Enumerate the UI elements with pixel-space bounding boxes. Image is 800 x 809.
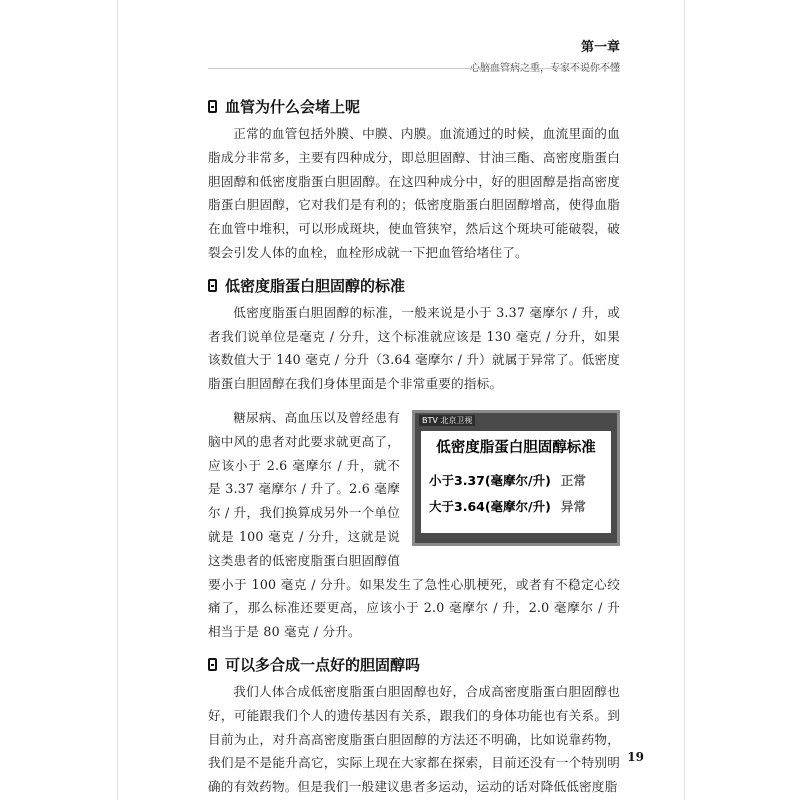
page-content (208, 90, 620, 809)
figure-title: 低密度脂蛋白胆固醇标准 (436, 439, 596, 456)
figure-line-normal (429, 471, 586, 489)
heading-bullet-icon (208, 100, 217, 113)
figure-line-text: 小于3.37(毫摩尔/升) (429, 472, 551, 488)
paragraph: 正常的血管包括外膜、中膜、内膜。血流通过的时候，血流里面的血脂成分非常多，主要有四种成分，即总胆固醇、甘油三酯、高密度脂蛋白胆固醇和低密度脂蛋白胆固醇。在这四种成分中，好的胆固醇是指高密度脂蛋白胆固醇，它对我们是有利的；低密度脂蛋白胆固醇增高，使得血脂在血管中堆积，可以形成斑块，使血管狭窄，然后这个斑块可能破裂，破裂会引发人体的血栓，血栓形成就一下把血管给堵住了。 (208, 126, 620, 260)
book-page (117, 0, 685, 800)
section-heading-text: 低密度脂蛋白胆固醇的标准 (225, 276, 406, 295)
section-heading-text: 血管为什么会堵上呢 (225, 98, 361, 116)
chapter-label: 第一章 (580, 40, 620, 55)
section-blood-vessel-blockage (208, 96, 620, 265)
heading-bullet-icon (208, 658, 217, 671)
paragraph: 我们人体合成低密度脂蛋白胆固醇也好，合成高密度脂蛋白胆固醇也好，可能跟我们个人的遗传基因有关系，跟我们的身体功能也有关系。到目前为止，对升高高密度脂蛋白胆固醇的方法还不明确，比如说靠药物，我们是不是能升高它，实际上现在大家都在探索，目前还没有一个特别明确的有效药物。但是我们一般建议患者多运动，运动的话对降低低密度脂 (208, 683, 620, 795)
section-heading (208, 96, 620, 117)
figure-status-abnormal: 异常 (560, 498, 586, 514)
figure-status-normal: 正常 (560, 472, 586, 488)
paragraph: 糖尿病、高血压以及曾经患有脑中风的患者对此要求就更高了，应该小于 2.6 毫摩尔 / 升，就不是 3.37 毫摩尔 / 升了。2.6 毫摩尔 / 升，我们换算成另外一个单位就是 100 毫克 / 分升，这就是说这类患者的低密度脂蛋白胆固醇值要小于 100 毫克 / 分升。如果发生了急性心肌梗死，或者有不稳定心绞痛了，那么标准还要更高，应该小于 2.0 毫摩尔 / 升，2.0 毫摩尔 / 升相当于是 80 毫克 / 分升。 (208, 409, 620, 640)
section-ldl-standard (208, 275, 620, 644)
heading-bullet-icon (208, 279, 217, 292)
section-heading (208, 654, 620, 675)
section-heading (208, 275, 620, 296)
section-heading-text: 可以多合成一点好的胆固醇吗 (225, 655, 421, 674)
figure-line-text: 大于3.64(毫摩尔/升) (429, 498, 551, 514)
figure-board (421, 431, 611, 533)
paragraph: 低密度脂蛋白胆固醇的标准，一般来说是小于 3.37 毫摩尔 / 升，或者我们说单位是毫克 / 分升，这个标准就应该是 130 毫克 / 分升，如果该数值大于 140 毫克 / 分升（3.64 毫摩尔 / 升）就属于异常了。低密度脂蛋白胆固醇在我们身体里面是个非常重要的指标。 (208, 304, 620, 392)
tv-channel-logo: BTV 北京卫视 (419, 415, 475, 426)
page-number: 19 (627, 750, 644, 764)
tv-screenshot-figure (412, 410, 620, 546)
chapter-subtitle: 心脑血管病之重，专家不说你不懂 (470, 63, 620, 74)
section-good-cholesterol (208, 654, 620, 799)
figure-line-abnormal (429, 497, 586, 515)
header-rule (208, 68, 620, 69)
